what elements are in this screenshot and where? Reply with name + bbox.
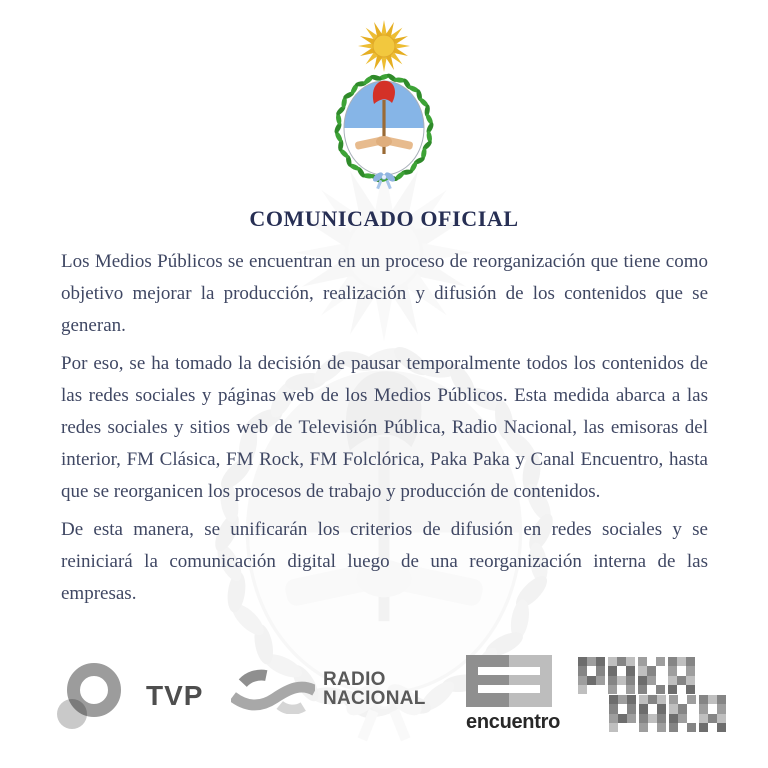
tvp-ring-icon [56, 658, 136, 734]
encuentro-slot [478, 667, 540, 675]
pakapaka-letter [578, 657, 605, 694]
pakapaka-letter [639, 695, 666, 732]
page-title: COMUNICADO OFICIAL [249, 206, 519, 231]
coat-of-arms-icon [321, 16, 447, 194]
radio-word: RADIO [323, 669, 386, 690]
encuentro-slot [478, 685, 540, 693]
radio-nacional-wordmark [323, 670, 426, 708]
encuentro-logo-text: encuentro [466, 711, 560, 733]
tvp-logo-text: TVP [146, 680, 204, 711]
pakapaka-letter [638, 657, 665, 694]
pakapaka-letter [699, 695, 726, 732]
logos-row [0, 648, 768, 758]
encuentro-e3-icon [466, 655, 552, 707]
pakapaka-letter [609, 695, 636, 732]
pakapaka-letter [668, 657, 695, 694]
pakapaka-letter [669, 695, 696, 732]
pakapaka-wordmark-line1 [578, 657, 726, 694]
paragraph-3: De esta manera, se unificarán los criterios de difusión en redes sociales y se reiniciará la comunicación digital luego de una reorganización interna de las empresas. [61, 519, 708, 604]
radio-nacional-logo [231, 664, 426, 714]
radio-waves-icon [231, 664, 315, 714]
nacional-word: NACIONAL [323, 688, 426, 709]
body-text [61, 246, 708, 616]
pakapaka-logo [578, 657, 726, 732]
pakapaka-wordmark-line2 [609, 695, 726, 732]
paragraph-1: Los Medios Públicos se encuentran en un proceso de reorganización que tiene como objetivo mejorar la producción, realización y difusión de los contenidos que se generan. [61, 251, 708, 336]
pakapaka-letter [608, 657, 635, 694]
tvp-logo [56, 658, 203, 734]
paragraph-2: Por eso, se ha tomado la decisión de pausar temporalmente todos los contenidos de las redes sociales y páginas web de los Medios Públicos. Esta medida abarca a las redes sociales y sitios web de Televisión Pública, Radio Nacional, las emisoras del interior, FM Clásica, FM Rock, FM Folclórica, Paka Paka y Canal Encuentro, hasta que se reorganicen los procesos de trabajo y producción de contenidos. [61, 353, 708, 502]
encuentro-logo [466, 655, 560, 734]
